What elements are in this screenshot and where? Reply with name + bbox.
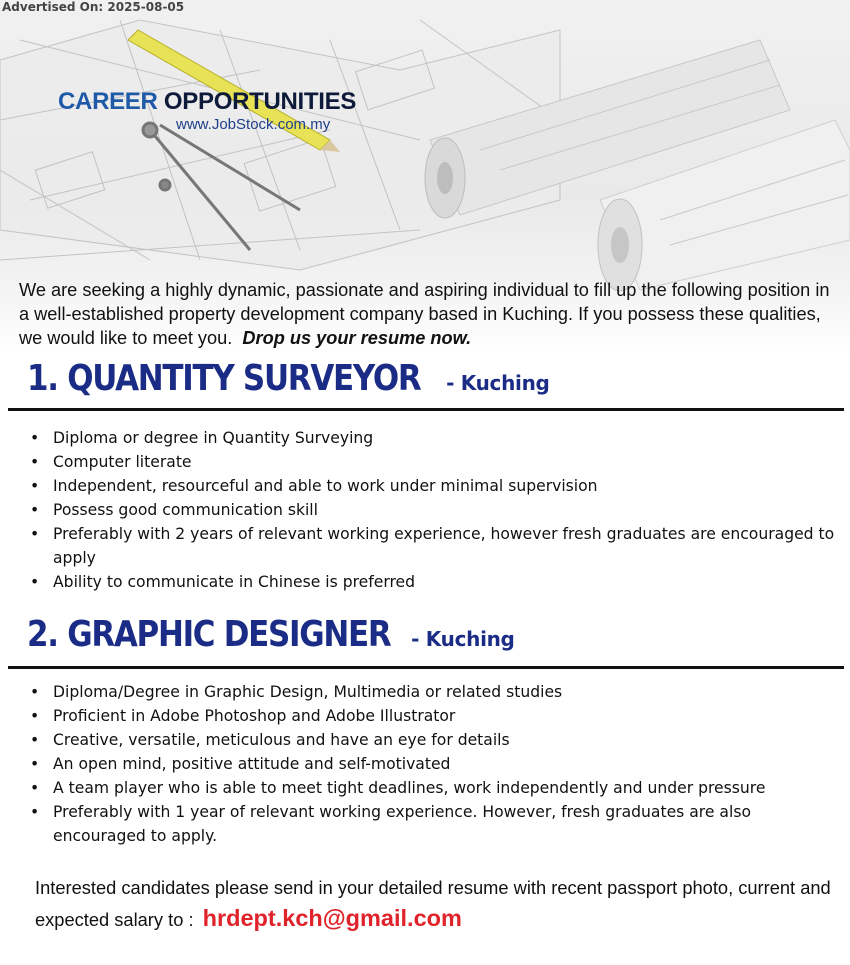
list-item: • Proficient in Adobe Photoshop and Adobe Illustrator	[26, 704, 846, 728]
header-banner	[0, 0, 850, 355]
advertised-date: Advertised On: 2025-08-05	[2, 0, 185, 14]
list-item: • Preferably with 1 year of relevant working experience. However, fresh graduates are also encouraged to apply.	[26, 800, 846, 848]
list-item: • Ability to communicate in Chinese is preferred	[26, 570, 846, 594]
list-item: • Creative, versatile, meticulous and have an eye for details	[26, 728, 846, 752]
list-item: • Possess good communication skill	[26, 498, 846, 522]
section-divider	[8, 408, 844, 411]
career-opportunities-heading: CAREER OPPORTUNITIES	[58, 88, 357, 115]
email-link[interactable]: hrdept.kch@gmail.com	[202, 905, 462, 931]
job-title-graphic-designer: 2. GRAPHIC DESIGNER - Kuching	[27, 614, 515, 655]
list-item: • An open mind, positive attitude and self-motivated	[26, 752, 846, 776]
section-divider	[8, 666, 844, 669]
list-item: • Diploma or degree in Quantity Surveying	[26, 426, 846, 450]
application-instructions: Interested candidates please send in your detailed resume with recent passport photo, current and expected salary to : hrdept.kch@gmail.com	[35, 877, 831, 931]
list-item: • Independent, resourceful and able to work under minimal supervision	[26, 474, 846, 498]
job-title-quantity-surveyor: 1. QUANTITY SURVEYOR - Kuching	[27, 358, 550, 399]
graphic-designer-requirements	[26, 680, 846, 848]
intro-paragraph: We are seeking a highly dynamic, passionate and aspiring individual to fill up the following position in a well-established property development company based in Kuching. If you possess these qualities, we would like to meet you. Drop us your resume now.	[19, 280, 830, 348]
list-item: • Diploma/Degree in Graphic Design, Multimedia or related studies	[26, 680, 846, 704]
intro-emphasis: Drop us your resume now.	[242, 328, 472, 348]
list-item: • A team player who is able to meet tight deadlines, work independently and under pressure	[26, 776, 846, 800]
list-item: • Computer literate	[26, 450, 846, 474]
website-link[interactable]: www.JobStock.com.my	[176, 116, 331, 133]
quantity-surveyor-requirements	[26, 426, 846, 594]
list-item: • Preferably with 2 years of relevant working experience, however fresh graduates are encouraged to apply	[26, 522, 846, 570]
